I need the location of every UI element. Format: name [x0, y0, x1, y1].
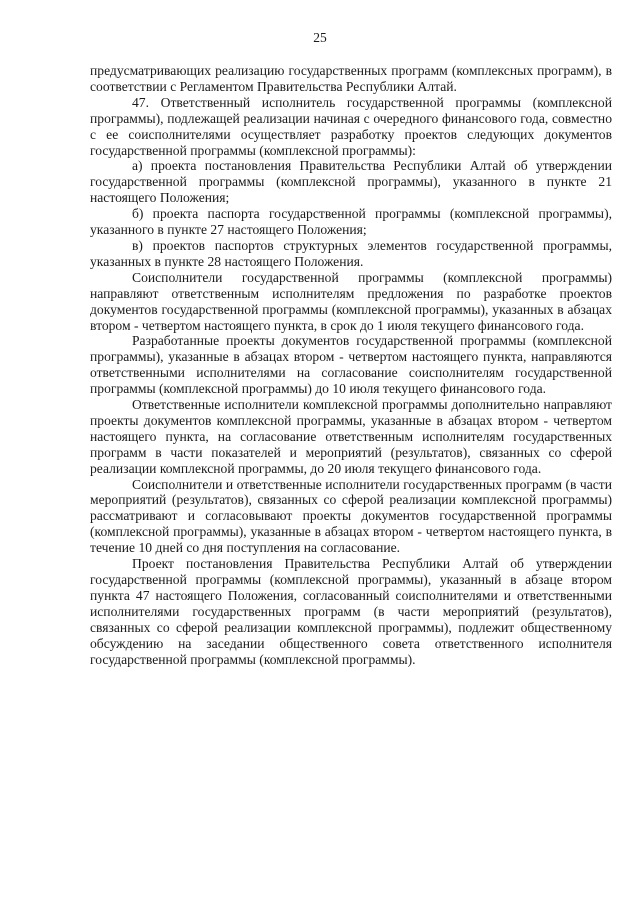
document-body — [90, 63, 612, 667]
paragraph-subitem-v: в) проектов паспортов структурных элементов государственной программы, указанных в пункте 28 настоящего Положения. — [90, 237, 612, 269]
paragraph-drafts-approval: Разработанные проекты документов государственной программы (комплексной программы), указанные в абзацах втором - четвертом настоящего пункта, направляются ответственными исполнителями на согласование соисполнителям государственной программы (комплексной программы) до 10 июля текущего финансового года. — [90, 333, 612, 397]
paragraph-coexecutors-proposals: Соисполнители государственной программы (комплексной программы) направляют ответственным исполнителям предложения по разработке проектов документов государственной программы (комплексной программы), указанных в абзацах втором - четвертом настоящего пункта, в срок до 1 июля текущего финансового года. — [90, 269, 612, 333]
paragraph-subitem-a: а) проекта постановления Правительства Республики Алтай об утверждении государственной программы (комплексной программы), указанного в пункте 21 настоящего Положения; — [90, 158, 612, 206]
paragraph-continuation: предусматривающих реализацию государственных программ (комплексных программ), в соответствии с Регламентом Правительства Республики Алтай. — [90, 63, 612, 94]
paragraph-item-47: 47. Ответственный исполнитель государственной программы (комплексной программы), подлежащей реализации начиная с очередного финансового года, совместно с ее соисполнителями осуществляет разработку проектов следующих документов государственной программы (комплексной программы): — [90, 94, 612, 158]
paragraph-review-period: Соисполнители и ответственные исполнители государственных программ (в части мероприятий (результатов), связанных со сферой реализации комплексной программы) рассматривают и согласовывают проекты документов государственной программы (комплексной программы), указанные в абзацах втором - четвертом настоящего пункта, в течение 10 дней со дня поступления на согласование. — [90, 476, 612, 556]
paragraph-subitem-b: б) проекта паспорта государственной программы (комплексной программы), указанного в пункте 27 настоящего Положения; — [90, 206, 612, 238]
paragraph-public-discussion: Проект постановления Правительства Республики Алтай об утверждении государственной программы (комплексной программы), указанный в абзаце втором пункта 47 настоящего Положения, согласованный соисполнителями и ответственными исполнителями государственных программ (в части мероприятий (результатов), связанных со сферой реализации комплексной программы), подлежит общественному обсуждению на заседании общественного совета ответственного исполнителя государственной программы (комплексной программы). — [90, 556, 612, 667]
paragraph-complex-program-drafts: Ответственные исполнители комплексной программы дополнительно направляют проекты документов комплексной программы, указанные в абзацах втором - четвертом настоящего пункта, на согласование ответственным исполнителям государственных программ в части показателей и мероприятий (результатов), связанных со сферой реализации комплексной программы, до 20 июля текущего финансового года. — [90, 397, 612, 476]
page-number: 25 — [313, 30, 327, 45]
